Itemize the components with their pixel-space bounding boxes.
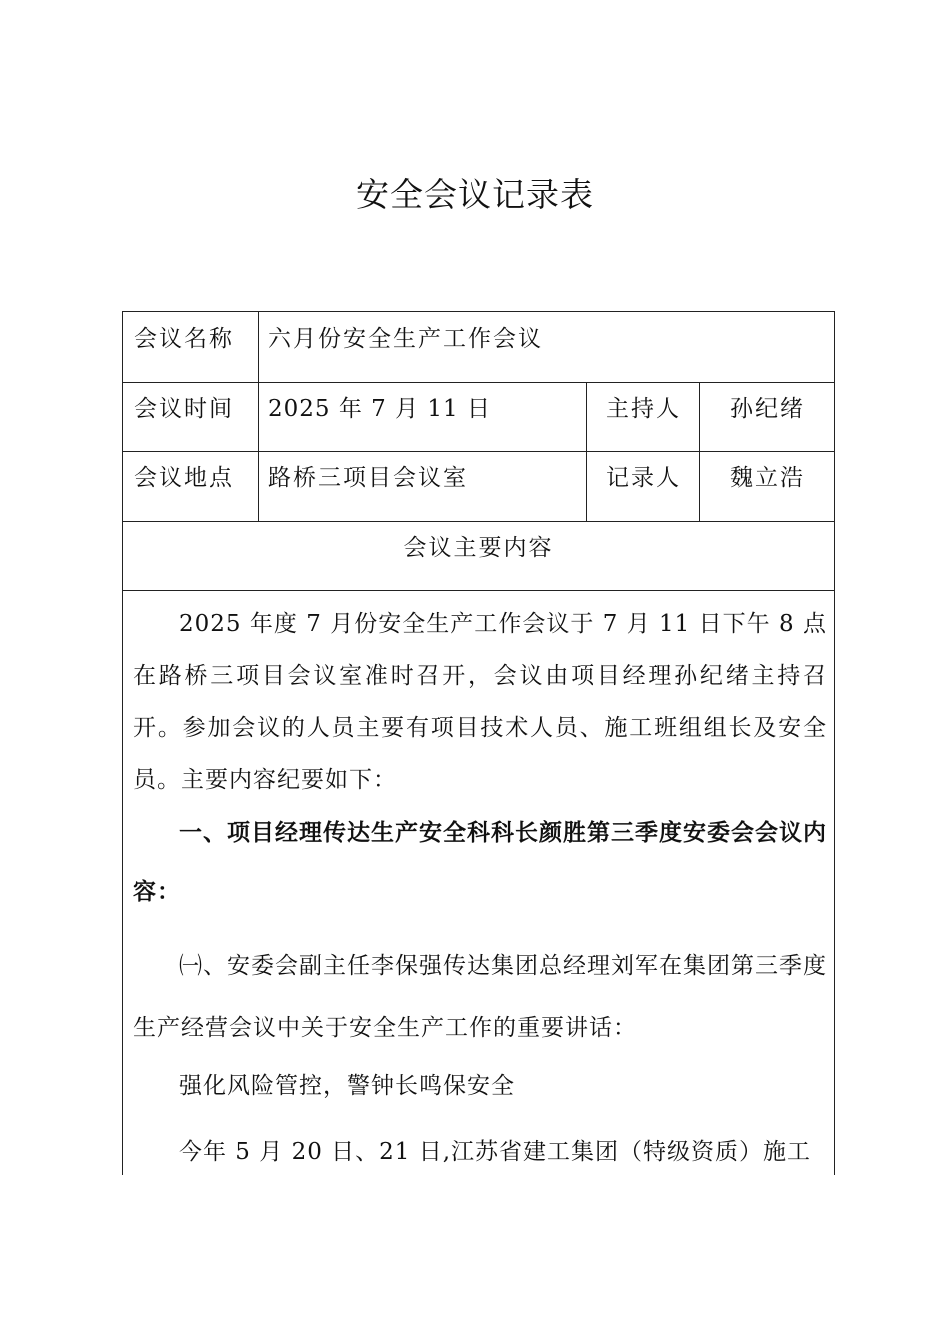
host-value: 孙纪绪 (730, 396, 805, 422)
meeting-location-value: 路桥三项目会议室 (268, 465, 468, 491)
page-title: 安全会议记录表 (356, 175, 594, 214)
meeting-time-value: 2025 年 7 月 11 日 (268, 396, 491, 422)
meeting-time-label: 会议时间 (134, 396, 234, 422)
subsection-1-paragraph: ㈠、安委会副主任李保强传达集团总经理刘军在集团第三季度生产经营会议中关于安全生产工作的重要讲话： (133, 953, 827, 1041)
section-heading-1: 一、项目经理传达生产安全科科长颜胜第三季度安委会会议内容： (133, 820, 827, 905)
column-divider (586, 382, 587, 521)
row-divider (123, 451, 834, 452)
host-label: 主持人 (606, 396, 681, 422)
row-divider (123, 382, 834, 383)
recorder-value: 魏立浩 (730, 465, 805, 491)
recorder-label: 记录人 (606, 465, 681, 491)
content-header: 会议主要内容 (403, 535, 554, 561)
meeting-intro-paragraph: 2025 年度 7 月份安全生产工作会议于 7 月 11 日下午 8 点在路桥三项目会议室准时召开，会议由项目经理孙纪绪主持召开。参加会议的人员主要有项目技术人员、施工班组组长及安全员。主要内容纪要如下： (133, 611, 827, 793)
column-divider (258, 312, 259, 521)
meeting-name-label: 会议名称 (134, 326, 234, 352)
body-paragraph-start: 今年 5 月 20 日、21 日,江苏省建工集团（特级资质）施工 (179, 1139, 812, 1165)
row-divider (123, 590, 834, 591)
row-divider (123, 521, 834, 522)
meeting-record-form (122, 311, 835, 1175)
meeting-location-label: 会议地点 (134, 465, 234, 491)
column-divider (699, 382, 700, 521)
meeting-name-value: 六月份安全生产工作会议 (268, 326, 543, 352)
slogan-line: 强化风险管控，警钟长鸣保安全 (179, 1073, 515, 1099)
